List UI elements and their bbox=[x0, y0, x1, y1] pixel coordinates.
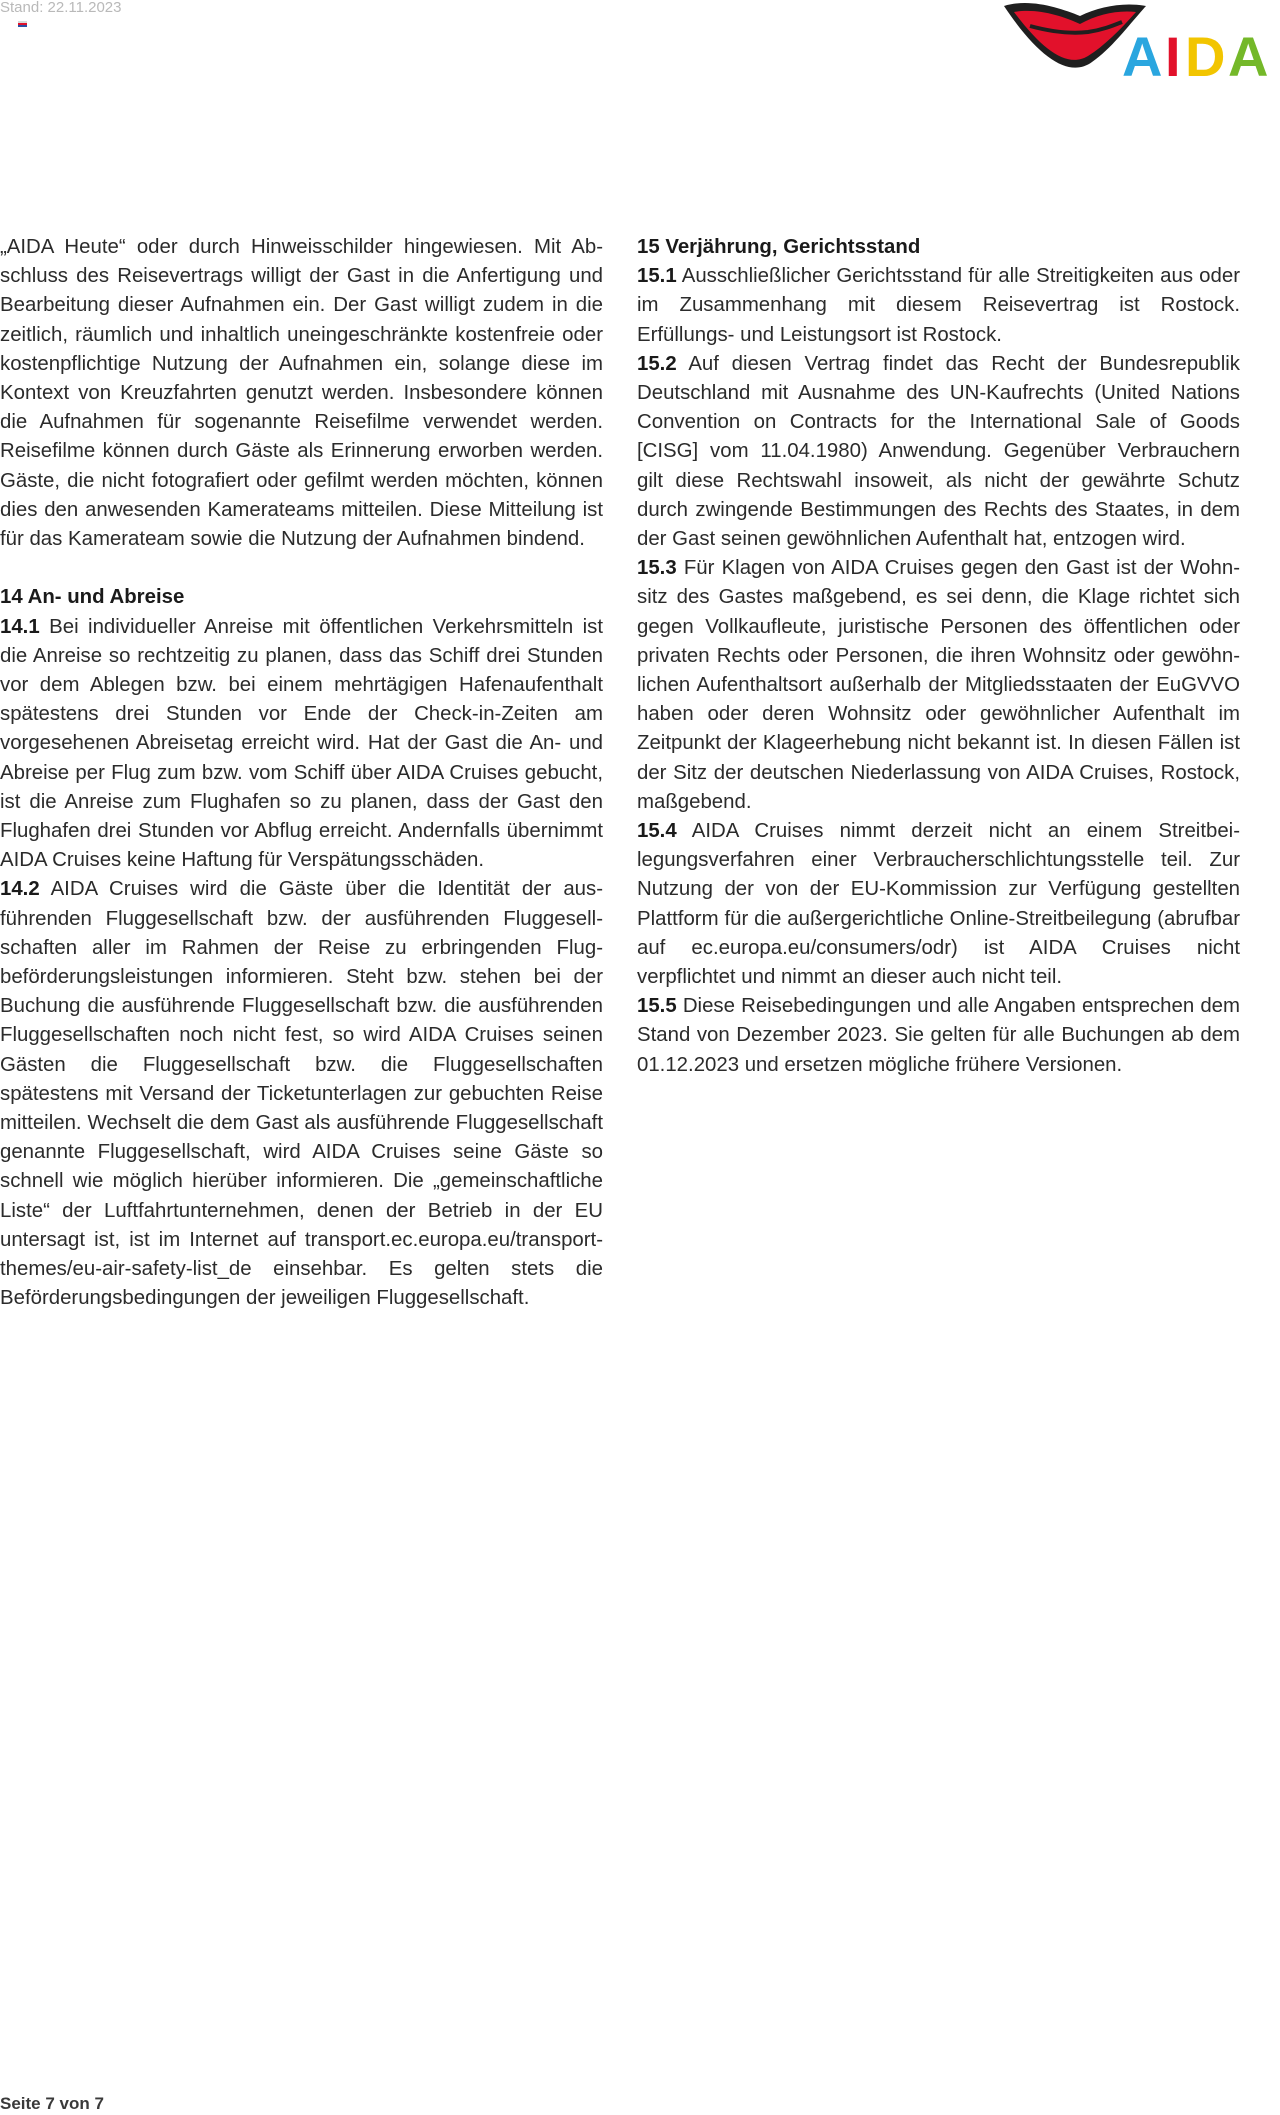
logo-letter: D bbox=[1185, 25, 1226, 82]
logo-letter: I bbox=[1165, 25, 1181, 82]
clause-text: Ausschließlicher Gerichtsstand für alle Streitigkeiten aus oder im Zusammenhang mit diesem Reisevertrag ist Rostock. Erfüllungs- und Leistungsort ist Rostock. bbox=[637, 265, 1240, 346]
left-column bbox=[0, 233, 603, 1314]
logo-letter: A bbox=[1122, 25, 1163, 82]
clause-number: 15.3 bbox=[637, 557, 677, 580]
clause-number: 14.2 bbox=[0, 878, 40, 901]
clause-14-2 bbox=[0, 875, 603, 1313]
intro-paragraph: „AIDA Heute“ oder durch Hinweisschilder hingewiesen. Mit Abschluss des Reisevertrags willigt der Gast in die Anfertigung und Bearbeitung dieser Aufnahmen ein. Der Gast willigt zudem in die zeitlich, räumlich und inhaltlich uneingeschränkte kostenfreie oder kostenpflichtige Nutzung der Aufnahmen ein, solange diese im Kontext von Kreuzfahrten genutzt werden. Insbesondere können die Aufnahmen für sogenannte Reisefilme verwendet werden. Reisefilme können durch Gäste als Erinnerung erworben werden. Gäste, die nicht fotografiert oder gefilmt werden möchten, können dies den anwesenden Kamerateams mitteilen. Diese Mitteilung ist für das Kamerateam sowie die Nutzung der Aufnahmen bindend. bbox=[0, 236, 603, 551]
clause-number: 15.1 bbox=[637, 265, 677, 288]
clause-text: Für Klagen von AIDA Cruises gegen den Gast ist der Wohnsitz des Gastes maßgebend, es sei denn, die Klage richtet sich gegen Vollkaufleute, juristische Personen des öffentlichen oder privaten Rechts oder Personen, die ihren Wohnsitz oder gewöhnlichen Aufenthaltsort außerhalb der Mitgliedsstaaten der EuGVVO haben oder deren Wohnsitz oder gewöhnlicher Aufenthalt im Zeitpunkt der Klageerhebung nicht bekannt ist. In diesen Fällen ist der Sitz der deutschen Niederlassung von AIDA Cruises, Rostock, maßgebend. bbox=[637, 557, 1241, 813]
clause-text: Auf diesen Vertrag findet das Recht der Bundesrepublik Deutschland mit Ausnahme des UN-Kaufrechts (United Nations Convention on Contracts for the International Sale of Goods [CISG] vom 11.04.1980) Anwendung. Gegenüber Verbrauchern gilt diese Rechtswahl insoweit, als nicht der gewährte Schutz durch zwingende Bestimmungen des Rechts des Staates, in dem der Gast seinen gewöhnlichen Aufenthalt hat, entzogen wird. bbox=[637, 352, 1240, 551]
clause-number: 15.4 bbox=[637, 820, 677, 843]
clause-number: 15.2 bbox=[637, 352, 677, 375]
clause-text: AIDA Cruises nimmt derzeit nicht an einem Streitbeilegungsverfahren einer Verbraucherschlichtungsstelle teil. Zur Nutzung der von der EU-Kommission zur Verfügung gestellten Plattform für die außergerichtliche Online-Streitbeilegung (abrufbar auf ec.europa.eu/consumers/odr) ist AIDA Cruises nicht verpflichtet und nimmt an dieser auch nicht teil. bbox=[637, 820, 1240, 989]
clause-text: Diese Reisebedingungen und alle Angaben entsprechen dem Stand von Dezember 2023. Sie gelten für alle Buchungen ab dem 01.12.2023 und ersetzen mögliche frühere Versionen. bbox=[637, 995, 1240, 1076]
language-flag-icon bbox=[18, 21, 27, 27]
clause-text: AIDA Cruises wird die Gäste über die Identität der ausführenden Fluggesellschaft bzw. der ausführenden Fluggesellschaften aller im Rahmen der Reise zu erbringenden Flugbeförderungsleistungen informieren. Steht bzw. stehen bei der Buchung die ausführende Fluggesellschaft bzw. die ausführenden Fluggesellschaften noch nicht fest, so wird AIDA Cruises seinen Gästen die Fluggesellschaft bzw. die Fluggesellschaften spätestens mit Versand der Ticketunterlagen zur gebuchten Reise mitteilen. Wechselt die dem Gast als ausführende Fluggesellschaft genannte Fluggesellschaft, wird AIDA Cruises seine Gäste so schnell wie möglich hierüber informieren. Die „gemeinschaftliche Liste“ der Luftfahrtunternehmen, denen der Betrieb in der EU untersagt ist, ist im Internet auf transport.ec.europa.eu/transport-themes/eu-air-safety-list_de einsehbar. Es gelten stets die Beförderungsbedingungen der jeweiligen Fluggesellschaft. bbox=[0, 878, 603, 1310]
clause-number: 14.1 bbox=[0, 615, 40, 638]
right-column bbox=[637, 233, 1240, 1080]
flag-stripe bbox=[18, 25, 27, 27]
section-14-heading: 14 An- und Abreise bbox=[0, 586, 185, 609]
clause-15-2 bbox=[637, 350, 1240, 554]
clause-15-4 bbox=[637, 817, 1240, 992]
clause-15-5 bbox=[637, 992, 1240, 1080]
clause-15-3 bbox=[637, 554, 1240, 817]
clause-number: 15.5 bbox=[637, 995, 677, 1018]
clause-14-1 bbox=[0, 613, 603, 876]
section-15-heading: 15 Verjährung, Gerichtsstand bbox=[637, 236, 921, 258]
page-number: Seite 7 von 7 bbox=[0, 2094, 104, 2113]
logo-letter: A bbox=[1228, 25, 1269, 82]
aida-logo bbox=[1000, 0, 1280, 82]
aida-lips-logo-icon bbox=[1000, 0, 1280, 82]
clause-text: Bei individueller Anreise mit öffentlichen Verkehrsmitteln ist die Anreise so rechtzeitig zu planen, dass das Schiff drei Stunden vor dem Ablegen bzw. bei einem mehrtägigen Hafenaufenthalt spätestens drei Stunden vor Ende der Check-in-Zeiten am vorgesehenen Abreisetag erreicht wird. Hat der Gast die An- und Abreise per Flug zum bzw. vom Schiff über AIDA Cruises gebucht, ist die Anreise zum Flughafen so zu planen, dass der Gast den Flughafen drei Stunden vor Abflug erreicht. Andernfalls übernimmt AIDA Cruises keine Haftung für Verspätungsschäden. bbox=[0, 615, 603, 872]
document-date: Stand: 22.11.2023 bbox=[0, 0, 122, 16]
clause-15-1 bbox=[637, 262, 1240, 350]
